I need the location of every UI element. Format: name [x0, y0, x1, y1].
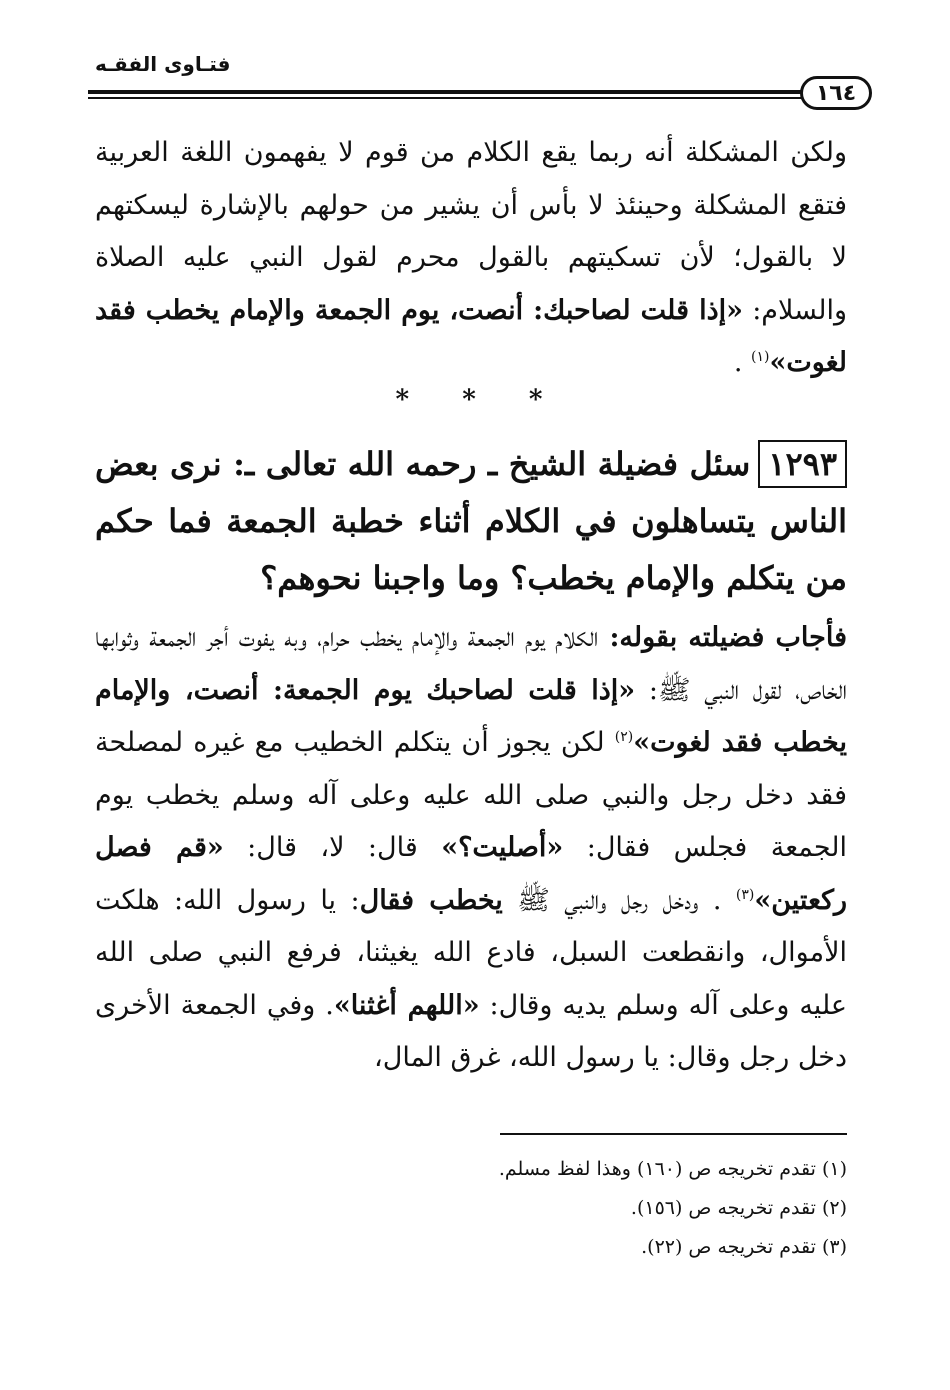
- footnote-ref: (١): [751, 349, 770, 365]
- intro-paragraph: [95, 127, 847, 390]
- running-header-title: فتـاوى الفقـه: [95, 52, 231, 76]
- answer-lead: فأجاب فضيلته بقوله:: [598, 622, 847, 653]
- answer-paragraph: [95, 612, 847, 1085]
- answer-text: قال: لا، قال:: [223, 832, 442, 863]
- footnote: (١) تقدم تخريجه ص (١٦٠) وهذا لفظ مسلم.: [498, 1158, 847, 1180]
- question-text: سئل فضيلة الشيخ ـ رحمه الله تعالى ـ: نرى بعض الناس يتساهلون في الكلام أثناء خطبة الجمعة فما حكم من يتكلم والإمام يخطب؟ وما واجبنا نحوهم؟: [95, 445, 847, 597]
- footnote-ref: (٣): [735, 886, 755, 903]
- hadith-quote: «قم فصل ركعتين»: [95, 832, 847, 916]
- question-block: [95, 436, 847, 607]
- hadith-quote: «اللهم أغثنا»: [333, 989, 480, 1021]
- footnote: (٢) تقدم تخريجه ص (١٥٦).: [630, 1197, 847, 1219]
- header-rule-thin: [88, 97, 803, 99]
- answer-text: لكن يجوز أن يتكلم الخطيب مع غيره لمصلحة فقد دخل رجل والنبي صلى الله عليه وعلى آله وسلم يخطب يوم الجمعة فجلس فقال:: [95, 727, 848, 863]
- answer-text: . ودخل رجل والنبي ﷺ: [502, 884, 736, 916]
- hadith-quote: «أصليت؟»: [441, 832, 564, 863]
- answer-text: : يا رسول الله: هلكت الأموال، وانقطعت السبل، فادع الله يغيثنا، فرفع النبي صلى الله عليه وعلى آله وسلم يديه وقال:: [95, 884, 847, 1021]
- intro-end: .: [733, 347, 752, 378]
- header-rule: [88, 90, 803, 94]
- hadith-quote: «إذا قلت لصاحبك يوم الجمعة: أنصت، والإمام يخطب فقد لغوت»: [95, 674, 848, 758]
- footnote-ref: (٢): [614, 729, 634, 745]
- section-separator: * * *: [395, 385, 565, 415]
- footnote-rule: [500, 1133, 847, 1135]
- answer-text: الكلام يوم الجمعة والإمام يخطب حرام، وبه يفوت أجر الجمعة وثوابها الخاص، لقول النبي ﷺ:: [95, 622, 847, 706]
- hadith-quote: «إذا قلت لصاحبك: أنصت، يوم الجمعة والإمام يخطب فقد لغوت»: [95, 294, 847, 378]
- footnotes: [95, 1150, 847, 1267]
- answer-text: . وفي الجمعة الأخرى دخل رجل وقال: يا رسول الله، غرق المال،: [95, 989, 847, 1073]
- page-number: ١٦٤: [800, 76, 872, 110]
- intro-text: ولكن المشكلة أنه ربما يقع الكلام من قوم لا يفهمون اللغة العربية فتقع المشكلة وحينئذ لا بأس أن يشير من حولهم بالإشارة ليسكتهم لا بالقول؛ لأن تسكيتهم بالقول محرم لقول النبي عليه الصلاة والسلام:: [95, 137, 847, 326]
- footnote: (٣) تقدم تخريجه ص (٢٢).: [641, 1236, 847, 1258]
- question-number: ١٢٩٣: [758, 440, 847, 488]
- answer-bold-phrase: يخطب فقال: [359, 884, 503, 916]
